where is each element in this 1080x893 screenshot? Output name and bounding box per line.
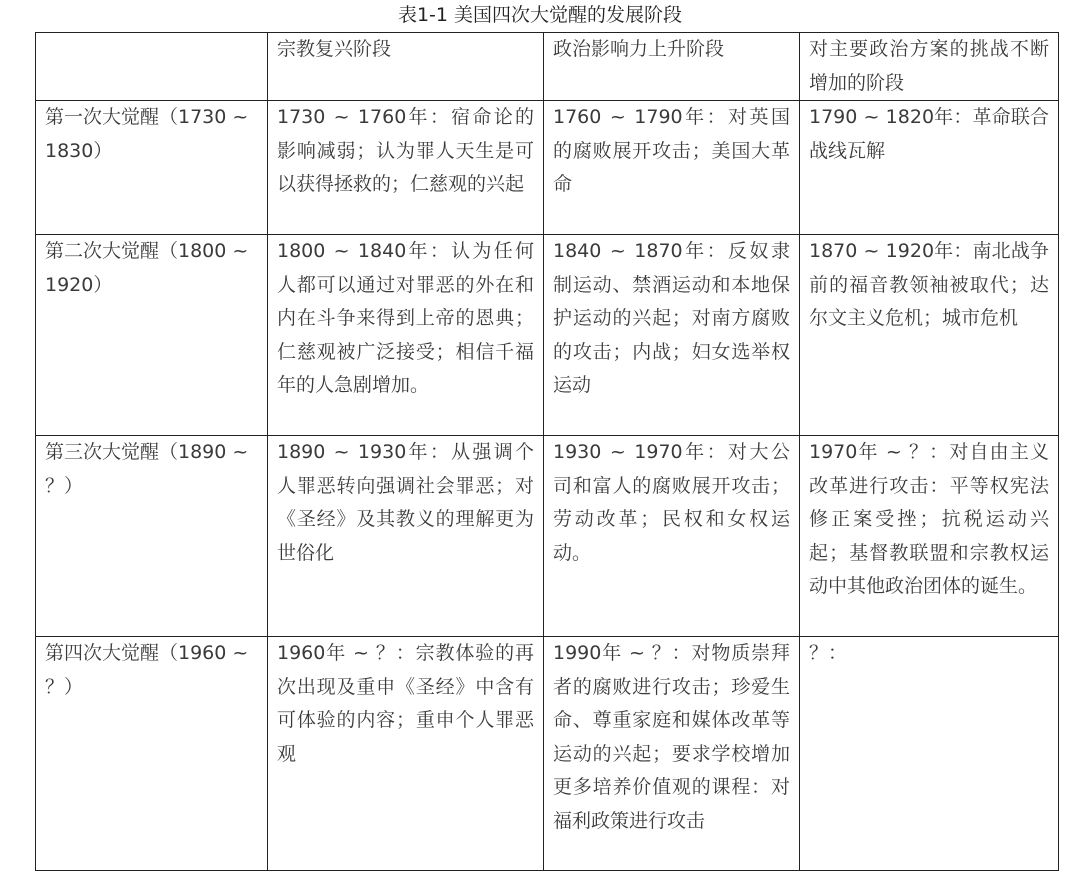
table-caption: 表1-1 美国四次大觉醒的发展阶段: [397, 4, 683, 26]
table-header-row: [36, 33, 1059, 101]
header-cell-challenge: 对主要政治方案的挑战不断增加的阶段: [800, 33, 1059, 101]
row-name-cell: 第三次大觉醒（1890 ~ ？）: [36, 436, 268, 637]
table-row: [36, 235, 1059, 436]
table-row: [36, 637, 1059, 871]
revival-cell: 1890 ~ 1930年：从强调个人罪恶转向强调社会罪恶；对《圣经》及其教义的理解更为世俗化: [268, 436, 544, 637]
row-name-cell: 第二次大觉醒（1800 ~ 1920）: [36, 235, 268, 436]
political-cell: 1760 ~ 1790年：对英国的腐败展开攻击；美国大革命: [544, 101, 800, 235]
row-name-cell: 第四次大觉醒（1960 ~ ？）: [36, 637, 268, 871]
header-cell-empty: [36, 33, 268, 101]
challenge-cell: 1870 ~ 1920年：南北战争前的福音教领袖被取代；达尔文主义危机；城市危机: [800, 235, 1059, 436]
political-cell: 1930 ~ 1970年：对大公司和富人的腐败展开攻击；劳动改革；民权和女权运动。: [544, 436, 800, 637]
table-row: [36, 436, 1059, 637]
challenge-cell: 1970年 ~ ？：对自由主义改革进行攻击：平等权宪法修正案受挫；抗税运动兴起；基督教联盟和宗教权运动中其他政治团体的诞生。: [800, 436, 1059, 637]
row-name-cell: 第一次大觉醒（1730 ~ 1830）: [36, 101, 268, 235]
political-cell: 1990年 ~ ？：对物质崇拜者的腐败进行攻击；珍爱生命、尊重家庭和媒体改革等运动的兴起；要求学校增加更多培养价值观的课程：对福利政策进行攻击: [544, 637, 800, 871]
revival-cell: 1730 ~ 1760年：宿命论的影响减弱；认为罪人天生是可以获得拯救的；仁慈观的兴起: [268, 101, 544, 235]
revival-cell: 1960年 ~ ？：宗教体验的再次出现及重申《圣经》中含有可体验的内容；重申个人罪恶观: [268, 637, 544, 871]
awakening-table: [35, 32, 1059, 871]
header-cell-revival: 宗教复兴阶段: [268, 33, 544, 101]
challenge-cell: 1790 ~ 1820年：革命联合战线瓦解: [800, 101, 1059, 235]
header-cell-political: 政治影响力上升阶段: [544, 33, 800, 101]
revival-cell: 1800 ~ 1840年：认为任何人都可以通过对罪恶的外在和内在斗争来得到上帝的恩典；仁慈观被广泛接受；相信千福年的人急剧增加。: [268, 235, 544, 436]
challenge-cell: ？：: [800, 637, 1059, 871]
table-row: [36, 101, 1059, 235]
political-cell: 1840 ~ 1870年：反奴隶制运动、禁酒运动和本地保护运动的兴起；对南方腐败的攻击；内战；妇女选举权运动: [544, 235, 800, 436]
